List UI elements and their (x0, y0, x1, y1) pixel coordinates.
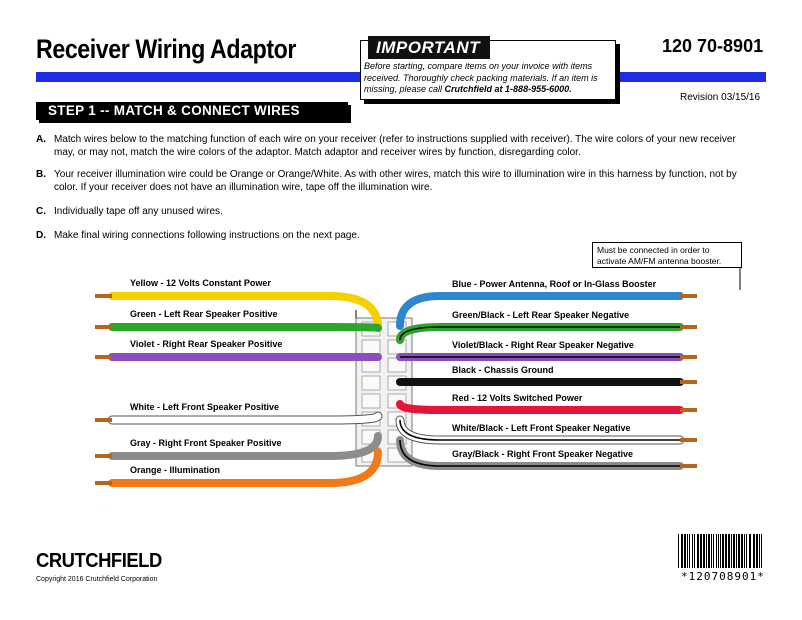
right-wire (400, 404, 680, 410)
step-heading: STEP 1 -- MATCH & CONNECT WIRES (36, 102, 348, 120)
crutchfield-logo: CRUTCHFIELD (36, 550, 162, 572)
barcode-bar (756, 534, 758, 568)
right-wire (400, 327, 680, 340)
left-wire (112, 327, 378, 328)
barcode-bar (728, 534, 730, 568)
left-wire-label: White - Left Front Speaker Positive (130, 402, 280, 412)
barcode-bar (718, 534, 719, 568)
antenna-callout: Must be connected in order to activate AM/FM antenna booster. (592, 242, 742, 268)
connector-pin (362, 394, 380, 408)
left-wire-label: Gray - Right Front Speaker Positive (130, 438, 282, 448)
barcode-bar (746, 534, 747, 568)
important-phone: Crutchfield at 1-888-955-6000. (444, 84, 572, 94)
barcode-bar (741, 534, 743, 568)
left-wire-label: Green - Left Rear Speaker Positive (130, 309, 278, 319)
instruction-text: Match wires below to the matching function of each wire on your receiver (refer to instructions supplied with receiver). The wire colors of your new receiver may, or may not, match the wire colors of the adaptor. Match adaptor and receiver wires by function, disregarding color. (54, 134, 736, 158)
important-heading: IMPORTANT (368, 36, 490, 59)
instruction-text: Individually tape off any unused wires. (54, 206, 223, 217)
barcode-text: *120708901* (681, 570, 765, 583)
instruction-text: Make final wiring connections following instructions on the next page. (54, 230, 360, 241)
left-wire-label: Orange - Illumination (130, 465, 221, 475)
barcode-bar (716, 534, 717, 568)
instruction-letter: C. (36, 206, 46, 217)
part-number: 120 70-8901 (662, 36, 764, 56)
revision-date: Revision 03/15/16 (680, 92, 761, 103)
barcode-bar (694, 534, 695, 568)
connector-pin (362, 376, 380, 390)
right-wire-label: Blue - Power Antenna, Roof or In-Glass Booster (452, 279, 657, 289)
barcode-bar (700, 534, 702, 568)
right-wire-label: Gray/Black - Right Front Speaker Negative (452, 449, 634, 459)
left-wire-label: Violet - Right Rear Speaker Positive (130, 339, 283, 349)
instruction-text: Your receiver illumination wire could be Orange or Orange/White. As with other wires, match this wire to illumination wire in this harness by function, not by color. If your receiver does not have an illumination wire, tape off the illumination wire. (54, 169, 737, 193)
barcode-bar (731, 534, 732, 568)
barcode-bar (684, 534, 686, 568)
document-title: Receiver Wiring Adaptor (36, 34, 297, 64)
right-wire-label: Violet/Black - Right Rear Speaker Negative (452, 340, 634, 350)
instruction-letter: D. (36, 230, 46, 241)
barcode-bar (725, 534, 727, 568)
barcode-bar (687, 534, 688, 568)
barcode-bar (744, 534, 745, 568)
instruction-letter: B. (36, 169, 46, 180)
barcode-bar (720, 534, 721, 568)
barcode-bar (697, 534, 699, 568)
barcode-bar (759, 534, 760, 568)
barcode-bar (708, 534, 710, 568)
barcode-bar (761, 534, 762, 568)
right-wire-label: Red - 12 Volts Switched Power (452, 393, 583, 403)
barcode-bar (738, 534, 740, 568)
barcode-bar (722, 534, 724, 568)
barcode (676, 534, 766, 570)
barcode-bar (733, 534, 735, 568)
connector-pin (362, 340, 380, 354)
left-wire-label: Yellow - 12 Volts Constant Power (130, 278, 271, 288)
left-wire (112, 416, 378, 420)
barcode-bar (753, 534, 755, 568)
barcode-bar (678, 534, 679, 568)
barcode-bar (681, 534, 683, 568)
barcode-bar (689, 534, 690, 568)
important-text-body: Before starting, compare items on your invoice with items received. Thoroughly check packing materials. If an item is missing, please call (364, 61, 598, 94)
barcode-bar (736, 534, 737, 568)
instruction-letter: A. (36, 134, 46, 145)
barcode-bar (706, 534, 707, 568)
barcode-bar (692, 534, 693, 568)
barcode-bar (713, 534, 714, 568)
right-wire-label: Black - Chassis Ground (452, 365, 554, 375)
right-wire-label: White/Black - Left Front Speaker Negative (452, 423, 631, 433)
copyright: Copyright 2016 Crutchfield Corporation (36, 576, 158, 583)
barcode-bar (703, 534, 705, 568)
barcode-bar (711, 534, 712, 568)
barcode-bar (749, 534, 751, 568)
right-wire-label: Green/Black - Left Rear Speaker Negative (452, 310, 630, 320)
